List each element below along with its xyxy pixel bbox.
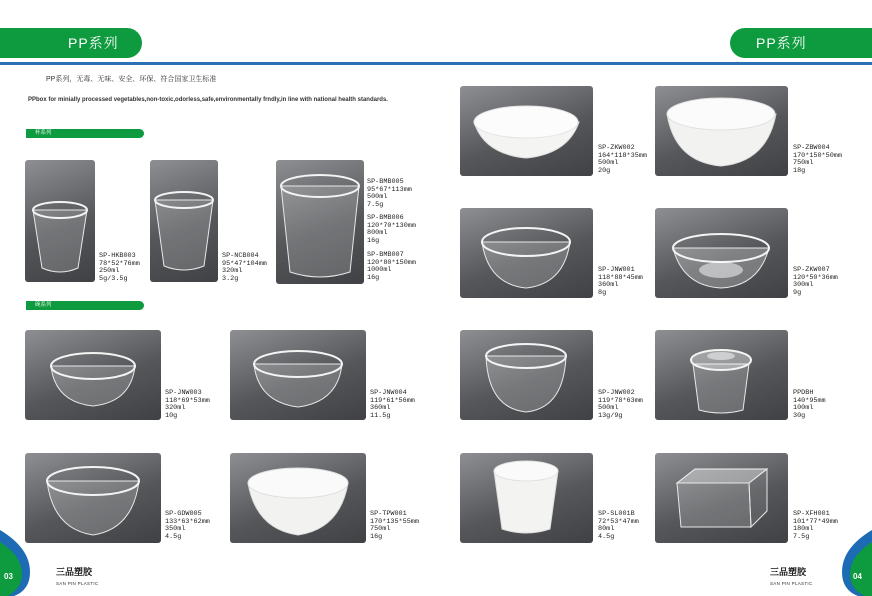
intro-chinese: PP系列，无毒、无味、安全、环保、符合国家卫生标准 — [46, 76, 217, 83]
product-spec-hkb003 — [99, 253, 140, 283]
product-volume: 320ml — [222, 267, 243, 276]
product-spec-jnw001 — [598, 267, 643, 297]
product-weight: 16g — [367, 273, 380, 282]
footer-brand-en-left: SAN PIN PLASTIC — [56, 581, 99, 586]
product-spec-jnw003 — [165, 390, 210, 420]
page-number-left: 03 — [4, 572, 13, 581]
product-spec-jnw002 — [598, 390, 643, 420]
product-weight: 13g/9g — [598, 411, 623, 420]
product-volume: 750ml — [793, 159, 814, 168]
product-volume: 320ml — [165, 404, 186, 413]
product-code: SP-JNW001 — [598, 266, 635, 274]
product-volume: 500ml — [598, 404, 619, 413]
product-code: SP-ZKW002 — [598, 144, 635, 152]
product-dimensions: 119*61*56mm — [370, 396, 415, 405]
page-title-right: PP系列 — [756, 35, 807, 51]
product-volume: 100ml — [793, 404, 814, 413]
product-photo-zkw002 — [460, 86, 593, 176]
product-spec-bmb005 — [367, 179, 412, 209]
product-code: SP-SL001B — [598, 510, 635, 518]
product-volume: 300ml — [793, 281, 814, 290]
product-volume: 250ml — [99, 267, 120, 276]
product-weight: 7.5g — [367, 200, 384, 209]
product-dimensions: 170*150*50mm — [793, 151, 842, 160]
product-dimensions: 95*67*113mm — [367, 185, 412, 194]
product-volume: 800ml — [367, 229, 388, 238]
product-dimensions: 78*52*76mm — [99, 259, 140, 268]
product-dimensions: 72*53*47mm — [598, 517, 639, 526]
footer-corner-left — [0, 520, 46, 596]
footer-brand-right: 三品塑胶 — [770, 567, 807, 577]
section-bar-bowls — [26, 301, 144, 310]
product-weight: 10g — [165, 411, 178, 420]
product-weight: 7.5g — [793, 532, 810, 541]
page-title-left: PP系列 — [68, 35, 119, 51]
product-code: SP-XFH001 — [793, 510, 830, 518]
product-dimensions: 164*118*35mm — [598, 151, 647, 160]
product-volume: 500ml — [598, 159, 619, 168]
product-photo-xfh001 — [655, 453, 788, 543]
footer-brand-en-right: SAN PIN PLASTIC — [770, 581, 813, 586]
header-divider — [0, 62, 872, 65]
product-photo-jnw003 — [25, 330, 161, 420]
product-weight: 9g — [793, 288, 802, 297]
product-code: SP-BMB007 — [367, 251, 404, 259]
product-photo-sl001b — [460, 453, 593, 543]
product-dimensions: 120*50*36mm — [793, 273, 838, 282]
header-banner-left — [0, 28, 142, 58]
product-photo-jnw004 — [230, 330, 366, 420]
product-code: SP-TPW001 — [370, 510, 407, 518]
intro-english: PPbox for minially processed vegetables,non-toxic,odorless,safe,environmentally frndly,in line with national health standards. — [28, 97, 388, 103]
product-volume: 750ml — [370, 525, 391, 534]
product-volume: 350ml — [165, 525, 186, 534]
product-photo-jnw002 — [460, 330, 593, 420]
product-volume: 180ml — [793, 525, 814, 534]
product-dimensions: 118*69*53mm — [165, 396, 210, 405]
product-photo-ppdbh — [655, 330, 788, 420]
product-weight: 16g — [370, 532, 383, 541]
page-number-right: 04 — [853, 572, 862, 581]
product-code: SP-BMB005 — [367, 178, 404, 186]
section-label-bowls: 碗系列 — [35, 302, 52, 308]
product-spec-bmb007 — [367, 252, 416, 282]
product-spec-sl001b — [598, 511, 639, 541]
product-photo-hkb003 — [25, 160, 95, 282]
footer-corner-right — [826, 520, 872, 596]
product-dimensions: 170*135*55mm — [370, 517, 419, 526]
product-weight: 30g — [793, 411, 806, 420]
product-code: PPDBH — [793, 389, 814, 397]
product-dimensions: 120*80*150mm — [367, 258, 416, 267]
product-spec-zkw002 — [598, 145, 647, 175]
footer-brand-left: 三品塑胶 — [56, 567, 93, 577]
product-volume: 80ml — [598, 525, 615, 534]
product-photo-jnw001 — [460, 208, 593, 298]
product-photo-bmb005 — [276, 160, 364, 284]
product-weight: 4.5g — [165, 532, 182, 541]
product-spec-zbw004 — [793, 145, 842, 175]
product-code: SP-ZKW007 — [793, 266, 830, 274]
product-photo-tpw001 — [230, 453, 366, 543]
product-weight: 20g — [598, 166, 611, 175]
product-dimensions: 120*70*130mm — [367, 221, 416, 230]
product-volume: 360ml — [370, 404, 391, 413]
product-dimensions: 140*95mm — [793, 396, 826, 405]
product-spec-ppdbh — [793, 390, 826, 420]
product-spec-zkw007 — [793, 267, 838, 297]
header-banner-right — [730, 28, 872, 58]
section-bar-cups — [26, 129, 144, 138]
product-weight: 3.2g — [222, 274, 239, 283]
product-weight: 18g — [793, 166, 806, 175]
product-volume: 360ml — [598, 281, 619, 290]
product-dimensions: 118*88*45mm — [598, 273, 643, 282]
section-label-cups: 杯系列 — [35, 130, 52, 136]
product-spec-ncb004 — [222, 253, 267, 283]
product-code: SP-GDW005 — [165, 510, 202, 518]
product-photo-zbw004 — [655, 86, 788, 176]
product-code: SP-BMB006 — [367, 214, 404, 222]
product-spec-bmb006 — [367, 215, 416, 245]
product-dimensions: 119*78*63mm — [598, 396, 643, 405]
product-spec-jnw004 — [370, 390, 415, 420]
product-weight: 11.5g — [370, 411, 391, 420]
product-code: SP-JNW002 — [598, 389, 635, 397]
product-weight: 16g — [367, 236, 380, 245]
product-weight: 5g/3.5g — [99, 274, 128, 283]
product-dimensions: 95*47*104mm — [222, 259, 267, 268]
product-code: SP-JNW003 — [165, 389, 202, 397]
product-photo-zkw007 — [655, 208, 788, 298]
product-code: SP-JNW004 — [370, 389, 407, 397]
product-spec-gdw005 — [165, 511, 210, 541]
product-dimensions: 101*77*49mm — [793, 517, 838, 526]
product-dimensions: 133*63*62mm — [165, 517, 210, 526]
product-weight: 4.5g — [598, 532, 615, 541]
product-volume: 500ml — [367, 193, 388, 202]
product-photo-ncb004 — [150, 160, 218, 282]
product-spec-tpw001 — [370, 511, 419, 541]
product-code: SP-ZBW004 — [793, 144, 830, 152]
product-volume: 1000ml — [367, 266, 392, 275]
product-code: SP-HKB003 — [99, 252, 136, 260]
product-weight: 8g — [598, 288, 607, 297]
product-code: SP-NCB004 — [222, 252, 259, 260]
